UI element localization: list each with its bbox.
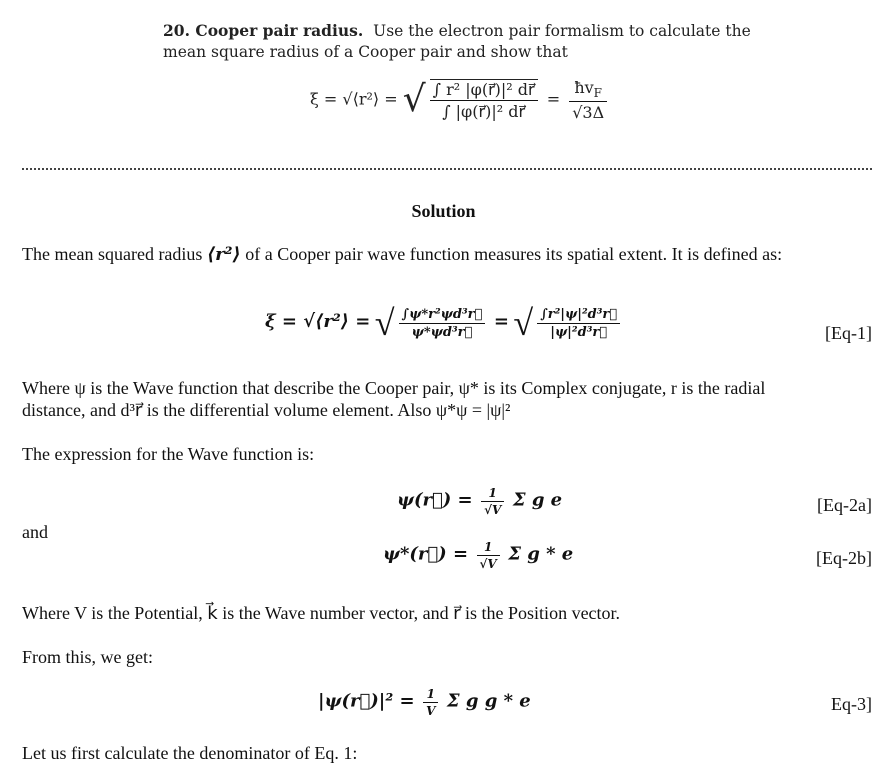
paragraph-definition: The mean squared radius ⟨r²⟩ of a Cooper pair wave function measures its spatial extent. It is defined as: <box>22 244 783 265</box>
problem-eq-numerator: ∫ r² |φ(r⃗)|² dr⃗ <box>430 80 538 101</box>
paragraph-where-psi: Where ψ is the Wave function that describe the Cooper pair, ψ* is its Complex conjugate, r is the radial distance, and d³r⃗ is the differential volume element. Also ψ*ψ = |ψ|² <box>22 378 766 420</box>
problem-text-line2: mean square radius of a Cooper pair and show that <box>163 43 568 61</box>
eq3-tag: Eq-3] <box>831 694 872 714</box>
mean-square-symbol: ⟨r²⟩ <box>206 244 241 265</box>
paragraph-wavefunction-intro: The expression for the Wave function is: <box>22 444 315 464</box>
result-sub: F <box>593 86 602 101</box>
separator-dotted <box>22 168 872 170</box>
problem-eq-result <box>569 78 607 122</box>
problem-title: 20. Cooper pair radius. <box>163 21 364 40</box>
problem-text-line1: Use the electron pair formalism to calculate the <box>373 22 751 40</box>
equation-1: ξ = √⟨r²⟩ = √ $\frac{\text{∫ψ*r²ψd³r⃗}}{\text{ψ*ψd³r⃗}}$ = √ $\frac{\text{∫r²|ψ|²d³r⃗}}{\text{|ψ|²d³r⃗}}$ <box>265 305 624 341</box>
solution-heading: Solution <box>411 201 476 221</box>
paragraph-denominator: Let us first calculate the denominator of Eq. 1: <box>22 743 358 763</box>
eq2a-tag: [Eq-2a] <box>817 495 872 515</box>
and-word: and <box>22 522 48 542</box>
equation-2a: ψ(r⃗) = $\frac{1}{√V}$ Σ g e <box>397 486 563 517</box>
problem-eq-equals: = <box>546 89 561 109</box>
result-numerator: ħv <box>574 78 594 97</box>
eq1-tag: [Eq-1] <box>825 323 872 343</box>
problem-statement <box>163 20 763 63</box>
result-denominator: √3Δ <box>572 103 605 123</box>
problem-equation: ξ = √⟨r²⟩ = √ $\frac{\text{∫ r² |φ(r⃗)|² dr⃗}}{\text{∫ |φ(r⃗)|² dr⃗}}$ = $\frac{ħv_F}{√3\Delta}$ <box>310 78 611 122</box>
equation-2b: ψ*(r⃗) = $\frac{1}{√V}$ Σ g * e <box>383 540 574 571</box>
problem-eq-fraction <box>430 79 538 121</box>
problem-eq-lhs: ξ = √⟨r²⟩ = <box>310 89 398 109</box>
problem-eq-denominator: ∫ |φ(r⃗)|² dr⃗ <box>442 102 526 122</box>
equation-3: |ψ(r⃗)|² = $\frac{1}{V}$ Σ g g * e <box>318 687 531 718</box>
eq2b-tag: [Eq-2b] <box>816 548 872 568</box>
paragraph-from-this: From this, we get: <box>22 647 153 667</box>
paragraph-where-v: Where V is the Potential, k⃗ is the Wave number vector, and r⃗ is the Position vector. <box>22 603 621 623</box>
